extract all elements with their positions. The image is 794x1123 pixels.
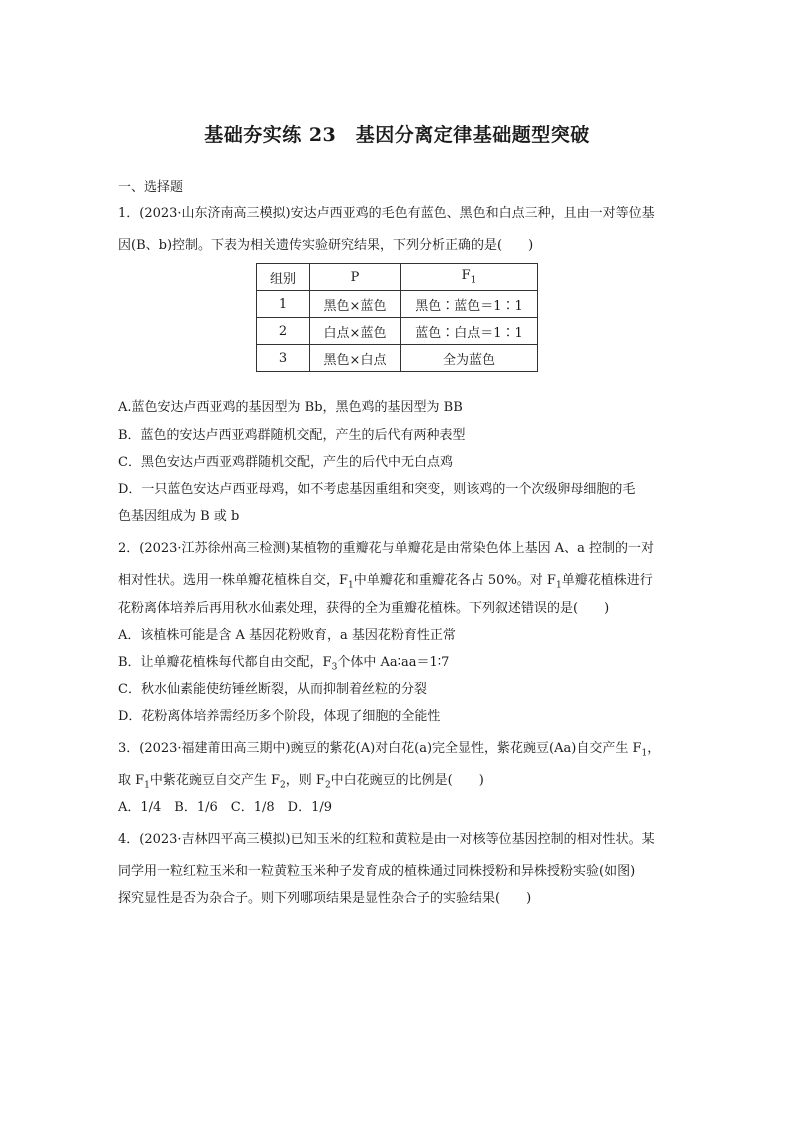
q3-stem-line2: 取 $F_1$中紫花豌豆自交产生 $F_2$，则 $F_2$中白花豌豆的比例是( ) — [118, 773, 484, 791]
table-row — [257, 291, 538, 318]
q4-stem-line3: 探究显性是否为杂合子。则下列哪项结果是显性杂合子的实验结果( ) — [118, 891, 532, 906]
table-cell: 黑色×蓝色 — [310, 291, 401, 318]
table-cell: 黑色×白点 — [310, 345, 401, 372]
q1-option-c: C．黑色安达卢西亚鸡群随机交配，产生的后代中无白点鸡 — [118, 455, 453, 470]
q3-stem-line1: 3．(2023·福建莆田高三期中)豌豆的紫花(A)对白花(a)完全显性，紫花豌豆(Aa)自交产生 $F_1$， — [118, 741, 661, 759]
table-cell: 2 — [257, 318, 310, 345]
q2-stem-line1: 2．(2023·江苏徐州高三检测)某植物的重瓣花与单瓣花是由常染色体上基因 A、a 控制的一对 — [118, 541, 655, 556]
page-title: 基础夯实练 23 基因分离定律基础题型突破 — [204, 124, 590, 146]
table-row — [257, 318, 538, 345]
q2-stem-line2: 相对性状。选用一株单瓣花植株自交，$F_1$中单瓣花和重瓣花各占 50%。对 $F_1$单瓣花植株进行 — [118, 573, 653, 591]
q2-option-c: C．秋水仙素能使纺锤丝断裂，从而抑制着丝粒的分裂 — [118, 682, 427, 697]
q1-option-d-line1: D．一只蓝色安达卢西亚母鸡，如不考虑基因重组和突变，则该鸡的一个次级卵母细胞的毛 — [118, 482, 636, 497]
table-header: 组别 — [257, 264, 310, 291]
table-header: P — [310, 264, 401, 291]
table-cell: 全为蓝色 — [401, 345, 538, 372]
q1-option-b: B．蓝色的安达卢西亚鸡群随机交配，产生的后代有两种表型 — [118, 428, 466, 443]
q2-option-a: A．该植株可能是含 A 基因花粉败育，a 基因花粉育性正常 — [118, 628, 456, 643]
table-header-row — [257, 264, 538, 291]
q1-option-d-line2: 色基因组成为 B 或 b — [118, 509, 240, 524]
q2-stem-line3: 花粉离体培养后再用秋水仙素处理，获得的全为重瓣花植株。下列叙述错误的是( ) — [118, 601, 610, 616]
table-cell: 黑色∶蓝色＝1∶1 — [401, 291, 538, 318]
q2-option-b: B．让单瓣花植株每代都自由交配，$F_3$个体中 Aa∶aa＝1∶7 — [118, 655, 450, 673]
q1-option-a: A.蓝色安达卢西亚鸡的基因型为 Bb，黑色鸡的基因型为 BB — [118, 400, 463, 415]
table-header: $F_1$ — [401, 264, 538, 291]
table-cell: 蓝色∶白点＝1∶1 — [401, 318, 538, 345]
experiment-table — [256, 263, 538, 372]
q3-options: A．1/4 B．1/6 C．1/8 D．1/9 — [118, 800, 332, 815]
table-cell: 1 — [257, 291, 310, 318]
q1-stem-line2: 因(B、b)控制。下表为相关遗传实验研究结果，下列分析正确的是( ) — [118, 238, 534, 253]
table-cell: 3 — [257, 345, 310, 372]
q1-stem-line1: 1．(2023·山东济南高三模拟)安达卢西亚鸡的毛色有蓝色、黑色和白点三种，且由一对等位基 — [118, 206, 655, 221]
table-cell: 白点×蓝色 — [310, 318, 401, 345]
q4-stem-line2: 同学用一粒红粒玉米和一粒黄粒玉米种子发育成的植株通过同株授粉和异株授粉实验(如图) — [118, 864, 636, 879]
table-row — [257, 345, 538, 372]
q2-option-d: D．花粉离体培养需经历多个阶段，体现了细胞的全能性 — [118, 709, 441, 724]
section-heading: 一、选择题 — [118, 180, 184, 195]
q4-stem-line1: 4．(2023·吉林四平高三模拟)已知玉米的红粒和黄粒是由一对核等位基因控制的相对性状。某 — [118, 832, 655, 847]
